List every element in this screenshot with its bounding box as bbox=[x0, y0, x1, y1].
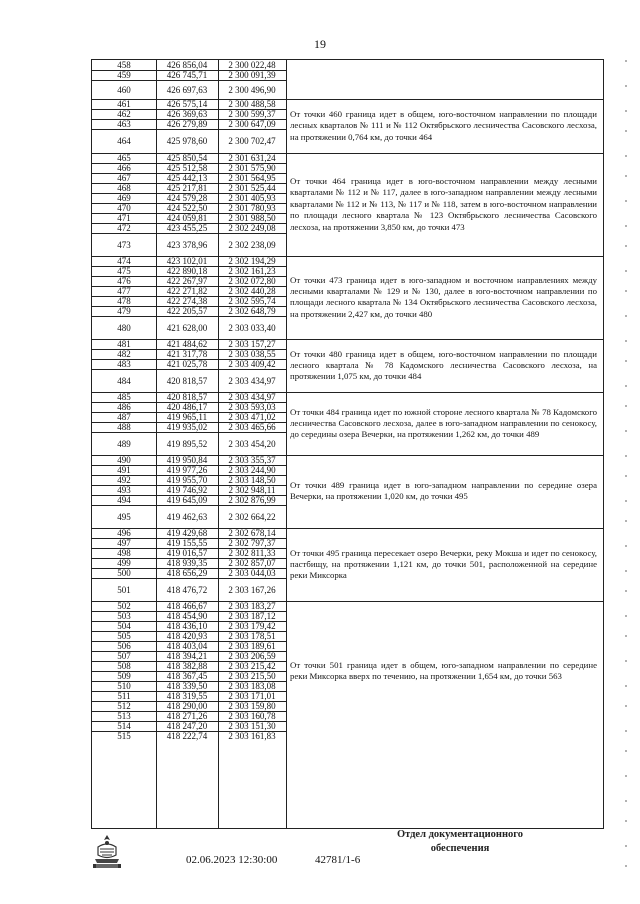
coordinate-y: 2 301 631,24 bbox=[228, 153, 276, 163]
margin-dot bbox=[625, 845, 627, 847]
coordinate-y: 2 303 157,27 bbox=[228, 339, 276, 349]
coordinate-x: 421 025,78 bbox=[166, 359, 208, 369]
point-number: 464 bbox=[117, 136, 131, 146]
margin-dot bbox=[625, 545, 627, 547]
margin-dot bbox=[625, 660, 627, 662]
coat-of-arms-icon bbox=[90, 833, 124, 871]
margin-dot bbox=[625, 590, 627, 592]
margin-dot bbox=[625, 865, 627, 867]
coordinate-x: 421 628,00 bbox=[166, 322, 208, 333]
coordinate-y: 2 300 702,47 bbox=[228, 136, 276, 146]
margin-dot bbox=[625, 820, 627, 822]
point-number: 480 bbox=[117, 322, 131, 333]
point-number: 515 bbox=[117, 731, 131, 741]
coordinate-x: 423 455,25 bbox=[166, 223, 208, 233]
coordinate-x: 423 378,96 bbox=[166, 239, 208, 250]
coordinate-x: 419 955,70 bbox=[166, 475, 208, 485]
coordinate-x: 418 222,74 bbox=[166, 731, 208, 741]
coordinate-y: 2 300 091,39 bbox=[228, 70, 276, 80]
point-number: 474 bbox=[117, 256, 131, 266]
point-number: 493 bbox=[117, 485, 131, 495]
row-divider bbox=[92, 505, 286, 506]
coordinate-y: 2 301 988,50 bbox=[228, 213, 276, 223]
coordinate-y: 2 303 244,90 bbox=[228, 465, 276, 475]
margin-dot bbox=[625, 475, 627, 477]
point-number: 503 bbox=[117, 611, 131, 621]
point-number: 500 bbox=[117, 568, 131, 578]
point-number: 490 bbox=[117, 455, 131, 465]
coordinate-y: 2 302 678,14 bbox=[228, 528, 276, 538]
coordinate-y: 2 303 033,40 bbox=[228, 322, 276, 333]
coordinate-y: 2 301 405,93 bbox=[228, 193, 276, 203]
point-number: 499 bbox=[117, 558, 131, 568]
point-number: 496 bbox=[117, 528, 131, 538]
coordinate-x: 418 394,21 bbox=[166, 651, 208, 661]
boundary-description: От точки 480 граница идет в общем, юго-восточном направлении по площади лесного квартала № 78 Кадомского лесничества Сасовского лесхоза, на протяжении 1,075 км, до точки 484 bbox=[290, 348, 597, 382]
row-divider bbox=[92, 233, 286, 234]
point-number: 467 bbox=[117, 173, 131, 183]
boundary-description: От точки 473 граница идет в юго-западном и восточном направлениях между лесными кварталами № 129 и № 130, далее в юго-восточном направлении по площади лесного квартала № 134 Октябрьского лесничества Сасовского лесхоза, на протяжении 2,427 км, до точки 480 bbox=[290, 274, 597, 319]
coordinate-x: 425 217,81 bbox=[166, 183, 208, 193]
footer-date: 02.06.2023 12:30:00 bbox=[186, 854, 278, 866]
coordinate-x: 422 890,18 bbox=[166, 266, 208, 276]
margin-marks bbox=[622, 60, 630, 880]
coordinate-x: 418 339,50 bbox=[166, 681, 208, 691]
coordinate-y: 2 301 780,93 bbox=[228, 203, 276, 213]
section-divider bbox=[286, 601, 603, 602]
coordinate-x: 418 939,35 bbox=[166, 558, 208, 568]
coordinate-x: 418 656,29 bbox=[166, 568, 208, 578]
point-number: 511 bbox=[117, 691, 131, 701]
coordinate-y: 2 303 044,03 bbox=[228, 568, 276, 578]
point-number: 509 bbox=[117, 671, 131, 681]
margin-dot bbox=[625, 750, 627, 752]
coordinate-x: 425 850,54 bbox=[166, 153, 208, 163]
coordinate-x: 418 454,90 bbox=[166, 611, 208, 621]
point-number: 510 bbox=[117, 681, 131, 691]
stamp-line: Отдел документационного bbox=[396, 829, 524, 840]
margin-dot bbox=[625, 270, 627, 272]
coordinate-y: 2 301 525,44 bbox=[228, 183, 276, 193]
coordinate-x: 418 420,93 bbox=[166, 631, 208, 641]
coordinate-x: 418 367,45 bbox=[166, 671, 208, 681]
coordinate-y: 2 302 249,08 bbox=[228, 223, 276, 233]
coordinate-x: 419 016,57 bbox=[166, 548, 208, 558]
point-number: 465 bbox=[117, 153, 131, 163]
coordinate-x: 418 271,26 bbox=[166, 711, 208, 721]
coordinate-x: 425 978,60 bbox=[166, 136, 208, 146]
margin-dot bbox=[625, 340, 627, 342]
point-number: 514 bbox=[117, 721, 131, 731]
point-number: 463 bbox=[117, 119, 131, 129]
point-number: 460 bbox=[117, 84, 131, 95]
margin-dot bbox=[625, 705, 627, 707]
point-number: 497 bbox=[117, 538, 131, 548]
section-divider bbox=[286, 392, 603, 393]
point-number: 485 bbox=[117, 392, 131, 402]
coordinate-x: 426 279,89 bbox=[166, 119, 208, 129]
coordinate-x: 419 155,55 bbox=[166, 538, 208, 548]
coordinate-x: 419 429,68 bbox=[166, 528, 208, 538]
coordinate-y: 2 302 238,09 bbox=[228, 239, 276, 250]
section-divider bbox=[286, 339, 603, 340]
coordinate-y: 2 302 797,37 bbox=[228, 538, 276, 548]
boundary-description: От точки 484 граница идет по южной стороне лесного квартала № 78 Кадомского лесничества Сасовского лесхоза, далее в юго-западном направлении по сенокосу, до середины озера Вечерки, на протяжении 1,262 км, до точки 489 bbox=[290, 406, 597, 440]
coordinate-y: 2 303 160,78 bbox=[228, 711, 276, 721]
point-number: 462 bbox=[117, 109, 131, 119]
coordinate-y: 2 302 664,22 bbox=[228, 511, 276, 522]
coordinate-x: 419 462,63 bbox=[166, 511, 208, 522]
coordinate-x: 425 512,58 bbox=[166, 163, 208, 173]
coordinate-y: 2 302 440,28 bbox=[228, 286, 276, 296]
margin-dot bbox=[625, 110, 627, 112]
coordinate-x: 426 575,14 bbox=[166, 99, 208, 109]
coordinate-y: 2 303 183,08 bbox=[228, 681, 276, 691]
page-number: 19 bbox=[314, 37, 326, 51]
coordinate-x: 418 476,72 bbox=[166, 584, 208, 595]
coordinate-y: 2 303 183,27 bbox=[228, 601, 276, 611]
coordinate-y: 2 303 151,30 bbox=[228, 721, 276, 731]
point-number: 505 bbox=[117, 631, 131, 641]
coordinate-y: 2 303 434,97 bbox=[228, 392, 276, 402]
coordinate-x: 419 645,09 bbox=[166, 495, 208, 505]
coordinate-y: 2 303 161,83 bbox=[228, 731, 276, 741]
point-number: 504 bbox=[117, 621, 131, 631]
margin-dot bbox=[625, 60, 627, 62]
coordinate-y: 2 303 215,42 bbox=[228, 661, 276, 671]
coordinate-y: 2 300 647,09 bbox=[228, 119, 276, 129]
point-number: 489 bbox=[117, 438, 131, 449]
margin-dot bbox=[625, 685, 627, 687]
stamp-line: обеспечения bbox=[430, 843, 490, 854]
point-number: 484 bbox=[117, 375, 131, 386]
coordinate-x: 419 950,84 bbox=[166, 455, 208, 465]
row-divider bbox=[92, 432, 286, 433]
coordinate-y: 2 303 206,59 bbox=[228, 651, 276, 661]
point-number: 472 bbox=[117, 223, 131, 233]
coordinate-x: 419 977,26 bbox=[166, 465, 208, 475]
margin-dot bbox=[625, 635, 627, 637]
point-number: 487 bbox=[117, 412, 131, 422]
point-number: 513 bbox=[117, 711, 131, 721]
margin-dot bbox=[625, 130, 627, 132]
coordinate-x: 419 895,52 bbox=[166, 438, 208, 449]
margin-dot bbox=[625, 520, 627, 522]
coordinate-x: 424 059,81 bbox=[166, 213, 208, 223]
point-number: 483 bbox=[117, 359, 131, 369]
coordinate-y: 2 303 171,01 bbox=[228, 691, 276, 701]
coordinate-x: 419 965,11 bbox=[166, 412, 208, 422]
coordinate-x: 426 369,63 bbox=[166, 109, 208, 119]
margin-dot bbox=[625, 800, 627, 802]
margin-dot bbox=[625, 570, 627, 572]
point-number: 488 bbox=[117, 422, 131, 432]
department-stamp bbox=[386, 828, 534, 856]
coordinate-y: 2 303 178,51 bbox=[228, 631, 276, 641]
coordinate-y: 2 302 811,33 bbox=[228, 548, 276, 558]
coordinate-y: 2 302 876,99 bbox=[228, 495, 276, 505]
coordinate-x: 418 382,88 bbox=[166, 661, 208, 671]
coordinate-y: 2 303 454,20 bbox=[228, 438, 276, 449]
coordinate-y: 2 303 179,42 bbox=[228, 621, 276, 631]
point-number: 477 bbox=[117, 286, 131, 296]
coordinate-y: 2 300 496,90 bbox=[228, 84, 276, 95]
coordinate-x: 421 484,62 bbox=[166, 339, 208, 349]
margin-dot bbox=[625, 245, 627, 247]
coordinate-y: 2 302 857,07 bbox=[228, 558, 276, 568]
point-number: 501 bbox=[117, 584, 131, 595]
coordinates-table bbox=[91, 59, 604, 829]
coordinate-y: 2 303 038,55 bbox=[228, 349, 276, 359]
boundary-description: От точки 489 граница идет в юго-западном направлении по середине озера Вечерки, на протяжении 1,020 км, до точки 495 bbox=[290, 480, 597, 502]
margin-dot bbox=[625, 290, 627, 292]
coordinate-x: 418 403,04 bbox=[166, 641, 208, 651]
coordinate-y: 2 302 194,29 bbox=[228, 256, 276, 266]
point-number: 481 bbox=[117, 339, 131, 349]
coordinate-y: 2 303 355,37 bbox=[228, 455, 276, 465]
row-divider bbox=[92, 316, 286, 317]
point-number: 479 bbox=[117, 306, 131, 316]
coordinate-x: 426 745,71 bbox=[166, 70, 208, 80]
section-divider bbox=[286, 528, 603, 529]
coordinate-x: 419 746,92 bbox=[166, 485, 208, 495]
coordinate-y: 2 303 215,50 bbox=[228, 671, 276, 681]
coordinate-y: 2 302 648,79 bbox=[228, 306, 276, 316]
point-number: 502 bbox=[117, 601, 131, 611]
point-number: 461 bbox=[117, 99, 131, 109]
point-number: 470 bbox=[117, 203, 131, 213]
coordinate-y: 2 303 409,42 bbox=[228, 359, 276, 369]
coordinate-x: 426 697,63 bbox=[166, 84, 208, 95]
margin-dot bbox=[625, 155, 627, 157]
document-code: 42781/1-6 bbox=[315, 854, 361, 866]
point-number: 476 bbox=[117, 276, 131, 286]
margin-dot bbox=[625, 430, 627, 432]
coordinate-y: 2 300 022,48 bbox=[228, 60, 276, 70]
point-number: 458 bbox=[117, 60, 131, 70]
margin-dot bbox=[625, 315, 627, 317]
coordinate-x: 422 267,97 bbox=[166, 276, 208, 286]
point-number: 492 bbox=[117, 475, 131, 485]
coordinate-x: 423 102,01 bbox=[166, 256, 208, 266]
margin-dot bbox=[625, 775, 627, 777]
section-divider bbox=[286, 256, 603, 257]
row-divider bbox=[92, 369, 286, 370]
boundary-description: От точки 460 граница идет в общем, юго-восточном направлении по площади лесных кварталов № 111 и № 112 Октябрьского лесничества Сасовского лесхоза, на протяжении 0,764 км, до точки 464 bbox=[290, 109, 597, 142]
margin-dot bbox=[625, 500, 627, 502]
coordinate-x: 419 935,02 bbox=[166, 422, 208, 432]
coordinate-y: 2 303 159,80 bbox=[228, 701, 276, 711]
row-divider bbox=[92, 578, 286, 579]
point-number: 495 bbox=[117, 511, 131, 522]
margin-dot bbox=[625, 730, 627, 732]
section-divider bbox=[286, 153, 603, 154]
coordinate-y: 2 303 593,03 bbox=[228, 402, 276, 412]
coordinate-x: 422 205,57 bbox=[166, 306, 208, 316]
boundary-description: От точки 495 граница пересекает озеро Вечерки, реку Мокша и идет по сенокосу, пастбищу, на протяжении 1,121 км, до точки 501, расположенной на середине реки Миксорка bbox=[290, 547, 597, 581]
coordinate-y: 2 303 167,26 bbox=[228, 584, 276, 595]
boundary-description: От точки 501 граница идет в общем, юго-западном направлении по середине реки Миксорка вверх по течению, на протяжении 1,654 км, до точки 563 bbox=[290, 659, 597, 681]
margin-dot bbox=[625, 455, 627, 457]
coordinate-y: 2 302 948,11 bbox=[228, 485, 276, 495]
point-number: 475 bbox=[117, 266, 131, 276]
coordinate-x: 418 319,55 bbox=[166, 691, 208, 701]
point-number: 508 bbox=[117, 661, 131, 671]
margin-dot bbox=[625, 85, 627, 87]
coordinate-y: 2 301 575,90 bbox=[228, 163, 276, 173]
coordinate-y: 2 303 434,97 bbox=[228, 375, 276, 386]
coordinate-y: 2 302 595,74 bbox=[228, 296, 276, 306]
coordinate-x: 418 247,20 bbox=[166, 721, 208, 731]
point-number: 478 bbox=[117, 296, 131, 306]
coordinate-x: 418 436,10 bbox=[166, 621, 208, 631]
point-number: 512 bbox=[117, 701, 131, 711]
margin-dot bbox=[625, 405, 627, 407]
coordinate-y: 2 303 471,02 bbox=[228, 412, 276, 422]
point-number: 491 bbox=[117, 465, 131, 475]
margin-dot bbox=[625, 200, 627, 202]
coordinate-y: 2 301 564,95 bbox=[228, 173, 276, 183]
coordinate-x: 426 856,04 bbox=[166, 60, 208, 70]
point-number: 459 bbox=[117, 70, 131, 80]
coordinate-x: 420 818,57 bbox=[166, 375, 208, 386]
coordinate-y: 2 300 599,37 bbox=[228, 109, 276, 119]
coordinate-y: 2 303 189,61 bbox=[228, 641, 276, 651]
margin-dot bbox=[625, 175, 627, 177]
coordinate-x: 424 522,50 bbox=[166, 203, 208, 213]
margin-dot bbox=[625, 225, 627, 227]
column-divider bbox=[286, 60, 287, 828]
point-number: 506 bbox=[117, 641, 131, 651]
coordinate-x: 421 317,78 bbox=[166, 349, 208, 359]
row-divider bbox=[92, 80, 286, 81]
coordinate-y: 2 303 148,50 bbox=[228, 475, 276, 485]
coordinate-y: 2 300 488,58 bbox=[228, 99, 276, 109]
point-number: 473 bbox=[117, 239, 131, 250]
point-number: 471 bbox=[117, 213, 131, 223]
margin-dot bbox=[625, 385, 627, 387]
coordinate-x: 418 466,67 bbox=[166, 601, 208, 611]
point-number: 498 bbox=[117, 548, 131, 558]
row-divider bbox=[92, 129, 286, 130]
section-divider bbox=[286, 455, 603, 456]
coordinate-x: 420 818,57 bbox=[166, 392, 208, 402]
section-divider bbox=[286, 99, 603, 100]
coordinate-y: 2 302 072,80 bbox=[228, 276, 276, 286]
point-number: 469 bbox=[117, 193, 131, 203]
coordinate-x: 418 290,00 bbox=[166, 701, 208, 711]
coordinate-x: 420 486,17 bbox=[166, 402, 208, 412]
margin-dot bbox=[625, 360, 627, 362]
point-number: 486 bbox=[117, 402, 131, 412]
coordinate-x: 422 274,38 bbox=[166, 296, 208, 306]
point-number: 468 bbox=[117, 183, 131, 193]
coordinate-x: 422 271,82 bbox=[166, 286, 208, 296]
coordinate-y: 2 302 161,23 bbox=[228, 266, 276, 276]
margin-dot bbox=[625, 615, 627, 617]
point-number: 507 bbox=[117, 651, 131, 661]
coordinate-x: 425 442,13 bbox=[166, 173, 208, 183]
coordinate-y: 2 303 187,12 bbox=[228, 611, 276, 621]
point-number: 494 bbox=[117, 495, 131, 505]
coordinate-x: 424 579,28 bbox=[166, 193, 208, 203]
boundary-description: От точки 464 граница идет в юго-восточном направлении между лесными кварталами № 112 и № 117, далее в юго-западном направлении между лесными кварталами № 112 и № 113, № 117 и № 118, затем в юго-восточном направлении по площади лесного квартала № 123 Октябрьского лесничества Сасовского лесхоза, на протяжении 3,850 км, до точки 473 bbox=[290, 176, 597, 232]
point-number: 466 bbox=[117, 163, 131, 173]
point-number: 482 bbox=[117, 349, 131, 359]
coordinate-y: 2 303 465,66 bbox=[228, 422, 276, 432]
